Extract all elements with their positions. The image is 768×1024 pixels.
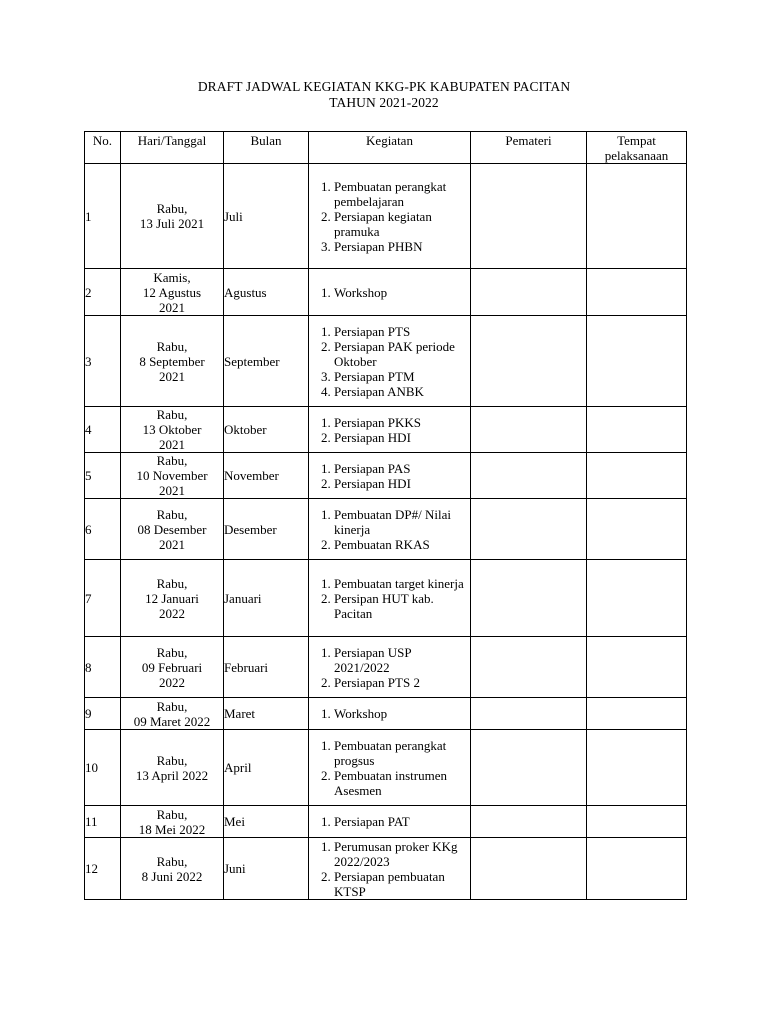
table-row (85, 637, 687, 698)
activity-item: 1. Persiapan PTS (334, 324, 470, 339)
row-bulan: September (224, 316, 309, 407)
activity-list (309, 576, 470, 621)
row-date: 13 Juli 2021 (139, 216, 205, 231)
row-day: Rabu, (156, 575, 188, 591)
row-year: 2021 (159, 368, 185, 384)
row-tempat (587, 730, 687, 806)
row-bulan: Maret (224, 698, 309, 730)
row-number: 4 (85, 407, 121, 453)
activity-list (309, 461, 470, 491)
row-bulan: Desember (224, 499, 309, 560)
row-kegiatan (309, 730, 471, 806)
header-tempat-line1: Tempat (617, 133, 656, 148)
row-number: 7 (85, 560, 121, 637)
row-pemateri (471, 637, 587, 698)
row-bulan: Juli (224, 164, 309, 269)
row-tempat (587, 269, 687, 316)
header-kegiatan: Kegiatan (309, 132, 471, 164)
activity-item: 1. Perumusan proker KKg 2022/2023 (334, 839, 470, 869)
row-date: 18 Mei 2022 (138, 821, 206, 837)
row-hari-tanggal (121, 806, 224, 838)
activity-item: 2. Persiapan pembuatan KTSP (334, 869, 470, 899)
row-pemateri (471, 499, 587, 560)
activity-list (309, 839, 470, 899)
row-bulan: Oktober (224, 407, 309, 453)
table-header-row (85, 132, 687, 164)
activity-item: 3. Persiapan PHBN (334, 239, 470, 254)
row-day: Rabu, (156, 806, 188, 822)
row-day: Rabu, (156, 698, 188, 714)
row-tempat (587, 453, 687, 499)
activity-item: 2. Pembuatan RKAS (334, 537, 470, 552)
row-pemateri (471, 316, 587, 407)
row-pemateri (471, 730, 587, 806)
row-hari-tanggal (121, 499, 224, 560)
activity-item: 1. Pembuatan target kinerja (334, 576, 470, 591)
row-number: 1 (85, 164, 121, 269)
header-tempat-line2: pelaksanaan (604, 148, 669, 163)
activity-item: 2. Persiapan HDI (334, 430, 470, 445)
row-year: 2021 (159, 299, 185, 315)
row-date: 09 Maret 2022 (133, 713, 211, 729)
row-number: 9 (85, 698, 121, 730)
row-hari-tanggal (121, 453, 224, 499)
row-kegiatan (309, 698, 471, 730)
table-row (85, 499, 687, 560)
row-date: 08 Desember (137, 521, 207, 537)
row-number: 3 (85, 316, 121, 407)
activity-list (309, 738, 470, 798)
row-date: 09 Februari (141, 659, 203, 675)
row-tempat (587, 637, 687, 698)
row-bulan: Februari (224, 637, 309, 698)
row-day: Rabu, (156, 853, 188, 869)
activity-item: 1. Workshop (334, 706, 470, 721)
activity-item: 1. Pembuatan perangkat pembelajaran (334, 179, 470, 209)
row-day: Rabu, (156, 752, 188, 768)
table-row (85, 407, 687, 453)
row-hari-tanggal (121, 316, 224, 407)
row-pemateri (471, 269, 587, 316)
activity-item: 1. Workshop (334, 285, 470, 300)
row-day: Rabu, (156, 453, 188, 468)
table-row (85, 730, 687, 806)
activity-item: 1. Persiapan PAT (334, 814, 470, 829)
activity-list (309, 706, 470, 721)
row-kegiatan (309, 637, 471, 698)
activity-item: 1. Pembuatan DP#/ Nilai kinerja (334, 507, 470, 537)
row-pemateri (471, 407, 587, 453)
activity-item: 2. Persiapan PTS 2 (334, 675, 470, 690)
row-year: 2021 (159, 536, 185, 552)
row-kegiatan (309, 560, 471, 637)
row-kegiatan (309, 806, 471, 838)
activity-list (309, 645, 470, 690)
header-bulan: Bulan (224, 132, 309, 164)
row-pemateri (471, 560, 587, 637)
row-year: 2021 (159, 483, 185, 498)
activity-list (309, 507, 470, 552)
row-date: 8 September (139, 353, 205, 369)
header-no: No. (85, 132, 121, 164)
table-row (85, 316, 687, 407)
activity-list (309, 814, 470, 829)
row-hari-tanggal (121, 560, 224, 637)
row-tempat (587, 698, 687, 730)
row-bulan: November (224, 453, 309, 499)
document-subtitle: TAHUN 2021-2022 (329, 95, 439, 110)
row-date: 10 November (136, 468, 208, 483)
row-date: 12 Agustus (142, 284, 202, 300)
row-year: 2021 (159, 437, 185, 452)
row-kegiatan (309, 407, 471, 453)
activity-list (309, 324, 470, 399)
activity-item: 2. Persiapan PAK periode Oktober (334, 339, 470, 369)
table-body (85, 164, 687, 900)
row-pemateri (471, 164, 587, 269)
activity-item: 1. Pembuatan perangkat progsus (334, 738, 470, 768)
row-kegiatan (309, 453, 471, 499)
row-day: Rabu, (156, 407, 188, 422)
table-row (85, 453, 687, 499)
row-day: Kamis, (153, 269, 191, 285)
row-kegiatan (309, 164, 471, 269)
row-pemateri (471, 838, 587, 900)
row-bulan: Agustus (224, 269, 309, 316)
activity-item: 2. Persipan HUT kab. Pacitan (334, 591, 470, 621)
activity-item: 1. Persiapan PAS (334, 461, 470, 476)
activity-list (309, 415, 470, 445)
header-hari-tanggal: Hari/Tanggal (121, 132, 224, 164)
row-bulan: Mei (224, 806, 309, 838)
row-number: 2 (85, 269, 121, 316)
row-hari-tanggal (121, 269, 224, 316)
row-date: 13 April 2022 (135, 767, 209, 783)
row-date: 12 Januari (145, 590, 199, 606)
row-pemateri (471, 698, 587, 730)
table-row (85, 838, 687, 900)
row-hari-tanggal (121, 838, 224, 900)
row-bulan: Juni (224, 838, 309, 900)
row-tempat (587, 407, 687, 453)
document-title: DRAFT JADWAL KEGIATAN KKG-PK KABUPATEN PACITAN (197, 79, 571, 94)
row-number: 10 (85, 730, 121, 806)
table-row (85, 806, 687, 838)
activity-item: 2. Pembuatan instrumen Asesmen (334, 768, 470, 798)
row-tempat (587, 560, 687, 637)
row-pemateri (471, 453, 587, 499)
row-hari-tanggal (121, 164, 224, 269)
row-day: Rabu, (156, 201, 188, 216)
row-tempat (587, 164, 687, 269)
row-date: 8 Juni 2022 (141, 868, 203, 884)
activity-item: 3. Persiapan PTM (334, 369, 470, 384)
table-row (85, 269, 687, 316)
row-number: 5 (85, 453, 121, 499)
row-hari-tanggal (121, 698, 224, 730)
activity-item: 2. Persiapan HDI (334, 476, 470, 491)
row-hari-tanggal (121, 407, 224, 453)
row-day: Rabu, (156, 338, 188, 354)
row-number: 12 (85, 838, 121, 900)
row-kegiatan (309, 838, 471, 900)
row-tempat (587, 838, 687, 900)
row-kegiatan (309, 316, 471, 407)
activity-list (309, 179, 470, 254)
row-number: 6 (85, 499, 121, 560)
row-bulan: Januari (224, 560, 309, 637)
activity-item: 1. Persiapan USP 2021/2022 (334, 645, 470, 675)
table-row (85, 560, 687, 637)
table-row (85, 698, 687, 730)
header-tempat (587, 132, 687, 164)
row-tempat (587, 316, 687, 407)
row-hari-tanggal (121, 730, 224, 806)
activity-list (309, 285, 470, 300)
row-number: 8 (85, 637, 121, 698)
row-kegiatan (309, 269, 471, 316)
table-row (85, 164, 687, 269)
row-pemateri (471, 806, 587, 838)
activity-item: 1. Persiapan PKKS (334, 415, 470, 430)
row-year: 2022 (159, 605, 185, 621)
row-kegiatan (309, 499, 471, 560)
row-day: Rabu, (156, 644, 188, 660)
schedule-table (84, 131, 687, 900)
row-bulan: April (224, 730, 309, 806)
row-date: 13 Oktober (142, 422, 202, 437)
row-number: 11 (85, 806, 121, 838)
row-year: 2022 (159, 674, 185, 690)
activity-item: 2. Persiapan kegiatan pramuka (334, 209, 470, 239)
header-pemateri: Pemateri (471, 132, 587, 164)
row-day: Rabu, (156, 506, 188, 522)
activity-item: 4. Persiapan ANBK (334, 384, 470, 399)
row-hari-tanggal (121, 637, 224, 698)
row-tempat (587, 806, 687, 838)
row-tempat (587, 499, 687, 560)
